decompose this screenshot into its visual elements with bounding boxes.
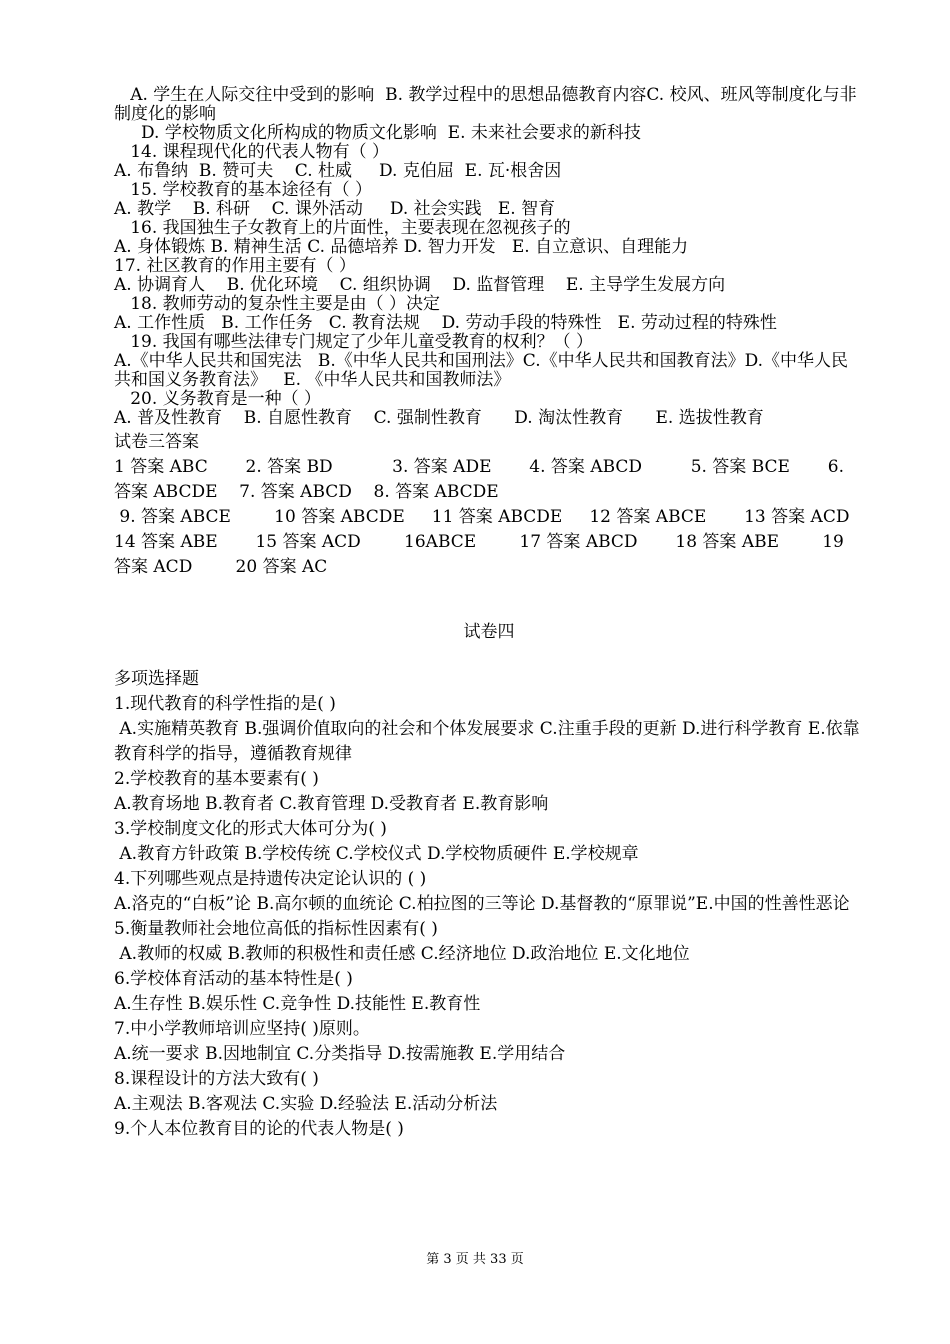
- exam3-questions: [114, 86, 864, 428]
- question-text: 17. 社区教育的作用主要有（ ）: [114, 256, 356, 276]
- question-text: A.教育方针政策 B.学校传统 C.学校仪式 D.学校物质硬件 E.学校规章: [114, 844, 639, 864]
- question-text: 6.学校体育活动的基本特性是( ): [114, 969, 353, 989]
- question-text: 19. 我国有哪些法律专门规定了少年儿童受教育的权利？（ ）: [114, 332, 594, 352]
- exam4-questions: [114, 667, 864, 1142]
- question-text: 9.个人本位教育目的论的代表人物是( ): [114, 1119, 404, 1139]
- section-heading: 多项选择题: [114, 669, 199, 689]
- question-text: 1.现代教育的科学性指的是( ): [114, 694, 336, 714]
- question-text: A. 工作性质 B. 工作任务 C. 教育法规 D. 劳动手段的特殊性 E. 劳动过程的特殊性: [114, 313, 777, 333]
- answers-title: 试卷三答案: [114, 432, 199, 452]
- question-text: 20. 义务教育是一种（ ）: [114, 389, 322, 409]
- question-text: 5.衡量教师社会地位高低的指标性因素有( ): [114, 919, 438, 939]
- question-text: A.实施精英教育 B.强调价值取向的社会和个体发展要求 C.注重手段的更新 D.进行科学教育 E.依靠教育科学的指导，遵循教育规律: [114, 719, 860, 764]
- question-text: A.教育场地 B.教育者 C.教育管理 D.受教育者 E.教育影响: [114, 794, 549, 814]
- answers-line: 1 答案 ABC 2. 答案 BD 3. 答案 ADE 4. 答案 ABCD 5. 答案 BCE 6. 答案 ABCDE 7. 答案 ABCD 8. 答案 ABCDE: [114, 457, 850, 502]
- question-text: A. 学生在人际交往中受到的影响 B. 教学过程中的思想品德教育内容C. 校风、班风等制度化与非制度化的影响: [114, 85, 857, 124]
- answers-line: 9. 答案 ABCE 10 答案 ABCDE 11 答案 ABCDE 12 答案 ABCE 13 答案 ACD 14 答案 ABE 15 答案 ACD 16ABCE 17 答案 ABCD 18 答案 ABE 19 答案 ACD 20 答案 AC: [114, 507, 904, 577]
- question-text: 18. 教师劳动的复杂性主要是由（ ）决定: [114, 294, 441, 314]
- question-text: A.教师的权威 B.教师的积极性和责任感 C.经济地位 D.政治地位 E.文化地位: [114, 944, 690, 964]
- question-text: A.《中华人民共和国宪法 B.《中华人民共和国刑法》C.《中华人民共和国教育法》D.《中华人民共和国义务教育法》 E. 《中华人民共和国教师法》: [114, 351, 849, 390]
- question-text: 3.学校制度文化的形式大体可分为( ): [114, 819, 387, 839]
- question-text: A.生存性 B.娱乐性 C.竞争性 D.技能性 E.教育性: [114, 994, 481, 1014]
- page-footer: 第 3 页 共 33 页: [426, 1252, 524, 1267]
- question-text: A.统一要求 B.因地制宜 C.分类指导 D.按需施教 E.学用结合: [114, 1044, 566, 1064]
- question-text: A.洛克的“白板”论 B.高尔顿的血统论 C.柏拉图的三等论 D.基督教的“原罪说”E.中国的性善性恶论: [114, 894, 850, 914]
- question-text: 16. 我国独生子女教育上的片面性，主要表现在忽视孩子的: [114, 218, 571, 238]
- question-text: 15. 学校教育的基本途径有（ ）: [114, 180, 373, 200]
- question-text: 2.学校教育的基本要素有( ): [114, 769, 319, 789]
- question-text: A. 布鲁纳 B. 赞可夫 C. 杜威 D. 克伯屈 E. 瓦·根舍因: [114, 161, 562, 181]
- exam4-title: 试卷四: [463, 622, 515, 642]
- question-text: A. 普及性教育 B. 自愿性教育 C. 强制性教育 D. 淘汰性教育 E. 选拔性教育: [114, 408, 764, 428]
- question-text: A. 协调育人 B. 优化环境 C. 组织协调 D. 监督管理 E. 主导学生发展方向: [114, 275, 726, 295]
- question-text: 8.课程设计的方法大致有( ): [114, 1069, 319, 1089]
- question-text: 14. 课程现代化的代表人物有（ ）: [114, 142, 390, 162]
- question-text: A. 教学 B. 科研 C. 课外活动 D. 社会实践 E. 智育: [114, 199, 556, 219]
- question-text: 7.中小学教师培训应坚持( )原则。: [114, 1019, 370, 1039]
- question-text: 4.下列哪些观点是持遗传决定论认识的 ( ): [114, 869, 427, 889]
- question-text: A. 身体锻炼 B. 精神生活 C. 品德培养 D. 智力开发 E. 自立意识、自理能力: [114, 237, 689, 257]
- question-text: D. 学校物质文化所构成的物质文化影响 E. 未来社会要求的新科技: [114, 123, 641, 143]
- document-page: [114, 85, 904, 1142]
- exam3-answers: [114, 430, 904, 580]
- question-text: A.主观法 B.客观法 C.实验 D.经验法 E.活动分析法: [114, 1094, 498, 1114]
